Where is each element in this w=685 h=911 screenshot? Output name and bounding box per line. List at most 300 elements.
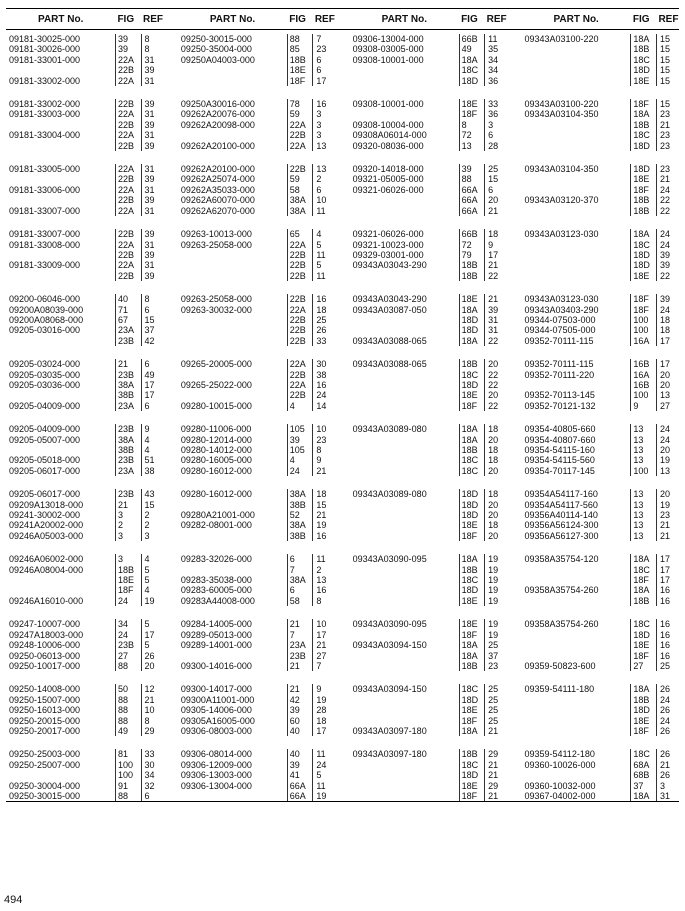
- fig-cell: 16B: [631, 359, 657, 369]
- index-body: [6, 30, 679, 802]
- part-number-cell: [178, 370, 287, 380]
- column-gap: [335, 44, 349, 54]
- part-number-cell: 09343A03123-030: [524, 229, 599, 240]
- column-gap: [507, 726, 521, 736]
- part-number-cell: [350, 630, 459, 640]
- fig-cell: 85: [287, 44, 313, 54]
- part-number-cell: [350, 575, 459, 585]
- ref-cell: 26: [313, 325, 336, 335]
- group-spacer: [6, 346, 679, 359]
- ref-cell: 24: [656, 240, 679, 250]
- ref-cell: 20: [485, 195, 508, 205]
- ref-cell: 10: [141, 705, 164, 715]
- ref-cell: 38: [141, 466, 164, 476]
- part-number-cell: [350, 65, 459, 75]
- fig-cell: 88: [115, 716, 141, 726]
- column-gap: [507, 76, 521, 86]
- ref-cell: 13: [313, 141, 336, 151]
- fig-cell: 27: [115, 651, 141, 661]
- ref-cell: 15: [656, 34, 679, 44]
- ref-cell: 13: [313, 164, 336, 174]
- ref-cell: 43: [141, 489, 164, 499]
- part-number-cell: 09200A08039-000: [9, 304, 84, 315]
- table-row: [6, 260, 679, 270]
- ref-cell: 34: [485, 65, 508, 75]
- column-gap: [507, 695, 521, 705]
- column-gap: [507, 585, 521, 595]
- part-number-cell: [178, 65, 287, 75]
- part-number-cell: 09343A03088-065: [352, 359, 427, 370]
- table-row: [6, 109, 679, 119]
- fig-cell: 22A: [287, 380, 313, 390]
- part-number-cell: 09246A05003-000: [9, 530, 84, 541]
- fig-cell: 18E: [631, 640, 657, 650]
- fig-cell: 100: [631, 466, 657, 476]
- ref-cell: 39: [141, 229, 164, 239]
- fig-cell: 22B: [115, 271, 141, 281]
- ref-cell: 23: [656, 130, 679, 140]
- fig-cell: 18B: [459, 749, 485, 759]
- part-number-cell: 09356A40114-140: [524, 510, 598, 521]
- ref-cell: 15: [141, 315, 164, 325]
- column-gap: [164, 380, 178, 390]
- part-number-cell: 09246A08004-000: [9, 564, 84, 575]
- header-fig: FIG: [115, 9, 141, 30]
- fig-cell: 68A: [631, 760, 657, 770]
- fig-cell: 18D: [459, 489, 485, 499]
- column-gap: [335, 424, 349, 434]
- ref-cell: 22: [485, 401, 508, 411]
- fig-cell: 58: [287, 185, 313, 195]
- part-number-cell: [521, 44, 630, 54]
- fig-cell: 18C: [631, 619, 657, 629]
- part-number-cell: 09241A20002-000: [9, 520, 84, 531]
- table-row: [6, 651, 679, 661]
- column-gap: [164, 781, 178, 791]
- part-number-cell: 09321-06026-000: [352, 184, 424, 195]
- part-number-cell: [350, 500, 459, 510]
- column-gap: [507, 359, 521, 369]
- part-number-cell: 09205-03016-000: [9, 325, 81, 336]
- part-number-cell: 09181-33001-000: [9, 54, 81, 65]
- fig-cell: 67: [115, 315, 141, 325]
- fig-cell: 18C: [631, 565, 657, 575]
- part-number-cell: 09367-04002-000: [521, 791, 630, 802]
- part-number-cell: [521, 575, 630, 585]
- fig-cell: 18A: [631, 554, 657, 564]
- part-number-cell: 09329-03001-000: [352, 249, 424, 260]
- ref-cell: 22: [656, 206, 679, 216]
- ref-cell: 23: [313, 435, 336, 445]
- page-number: 494: [4, 894, 23, 906]
- table-row: [6, 455, 679, 465]
- fig-cell: 18C: [459, 760, 485, 770]
- table-row: [6, 380, 679, 390]
- group-spacer: [6, 671, 679, 684]
- column-gap: [507, 250, 521, 260]
- fig-cell: 13: [631, 500, 657, 510]
- column-gap: [507, 370, 521, 380]
- table-row: [6, 294, 679, 304]
- part-number-cell: [521, 640, 630, 650]
- part-number-cell: 09354-70117-145: [524, 465, 595, 476]
- column-gap: [335, 630, 349, 640]
- ref-cell: 16: [656, 630, 679, 640]
- table-row: [6, 229, 679, 239]
- fig-cell: 22B: [115, 250, 141, 260]
- part-number-cell: [6, 585, 115, 595]
- fig-cell: 21: [115, 500, 141, 510]
- column-gap: [335, 726, 349, 736]
- fig-cell: 39: [287, 760, 313, 770]
- table-row: [6, 554, 679, 564]
- fig-cell: 22A: [287, 305, 313, 315]
- part-number-cell: 09181-33002-000: [9, 99, 81, 110]
- column-gap: [335, 174, 349, 184]
- column-gap: [507, 749, 521, 759]
- ref-cell: 20: [485, 510, 508, 520]
- part-number-cell: 09354-54115-560: [524, 455, 595, 466]
- ref-cell: 17: [656, 336, 679, 346]
- fig-cell: 38B: [287, 531, 313, 541]
- column-gap: [507, 120, 521, 130]
- fig-cell: 13: [631, 445, 657, 455]
- fig-cell: 23B: [115, 640, 141, 650]
- part-number-cell: [178, 260, 287, 270]
- column-gap: [335, 489, 349, 499]
- part-number-cell: 09280-12014-000: [180, 434, 252, 445]
- fig-cell: 22B: [287, 250, 313, 260]
- ref-cell: 22: [656, 271, 679, 281]
- ref-cell: 31: [141, 185, 164, 195]
- ref-cell: 19: [485, 575, 508, 585]
- ref-cell: 19: [485, 554, 508, 564]
- part-number-cell: [6, 120, 115, 130]
- ref-cell: 20: [485, 390, 508, 400]
- column-gap: [164, 195, 178, 205]
- column-gap: [164, 596, 178, 606]
- fig-cell: 39: [287, 705, 313, 715]
- ref-cell: 23: [313, 44, 336, 54]
- column-gap: [507, 65, 521, 75]
- column-gap: [507, 229, 521, 239]
- fig-cell: 22A: [115, 76, 141, 86]
- ref-cell: 19: [313, 520, 336, 530]
- fig-cell: 38A: [287, 195, 313, 205]
- column-gap: [335, 554, 349, 564]
- ref-cell: 33: [485, 99, 508, 109]
- ref-cell: 19: [485, 619, 508, 629]
- fig-cell: 18F: [459, 716, 485, 726]
- table-row: [6, 791, 679, 802]
- ref-cell: 24: [656, 185, 679, 195]
- part-number-cell: 09289-14001-000: [180, 640, 252, 651]
- part-number-cell: 09250-25003-000: [9, 749, 81, 760]
- ref-cell: 9: [313, 684, 336, 694]
- fig-cell: 18C: [459, 65, 485, 75]
- part-number-cell: 09343A03088-065: [352, 335, 427, 346]
- column-gap: [507, 565, 521, 575]
- part-number-cell: 09250-35004-000: [180, 44, 252, 55]
- ref-cell: 2: [141, 520, 164, 530]
- ref-cell: 31: [141, 206, 164, 216]
- column-gap: [507, 174, 521, 184]
- fig-cell: 18F: [459, 401, 485, 411]
- part-number-cell: [521, 174, 630, 184]
- header-row: [6, 9, 679, 30]
- part-number-cell: [350, 531, 459, 541]
- column-gap: [335, 164, 349, 174]
- header-part-no: PART No.: [178, 9, 287, 30]
- part-number-cell: 09356A56127-300: [524, 530, 599, 541]
- ref-cell: 20: [485, 531, 508, 541]
- ref-cell: 27: [313, 651, 336, 661]
- ref-cell: 25: [656, 661, 679, 671]
- table-row: [6, 130, 679, 140]
- ref-cell: 21: [141, 695, 164, 705]
- ref-cell: 3: [313, 120, 336, 130]
- column-gap: [164, 174, 178, 184]
- ref-cell: 8: [141, 294, 164, 304]
- fig-cell: 18F: [115, 585, 141, 595]
- part-number-cell: 09305-14006-000: [180, 705, 252, 716]
- ref-cell: 18: [485, 229, 508, 239]
- column-gap: [507, 185, 521, 195]
- ref-cell: 6: [141, 305, 164, 315]
- fig-cell: 22A: [115, 240, 141, 250]
- column-gap: [507, 435, 521, 445]
- fig-cell: 18B: [631, 695, 657, 705]
- fig-cell: 18F: [459, 109, 485, 119]
- column-gap: [335, 305, 349, 315]
- column-gap: [335, 271, 349, 281]
- part-number-cell: [6, 195, 115, 205]
- table-row: [6, 630, 679, 640]
- fig-cell: 18F: [631, 305, 657, 315]
- part-number-cell: 09181-33008-000: [9, 239, 81, 250]
- part-number-cell: [6, 336, 115, 346]
- ref-cell: 16: [656, 640, 679, 650]
- part-number-cell: [521, 76, 630, 86]
- fig-cell: 18E: [631, 76, 657, 86]
- fig-cell: 13: [631, 520, 657, 530]
- column-gap: [164, 424, 178, 434]
- part-number-cell: [350, 695, 459, 705]
- column-gap: [335, 435, 349, 445]
- ref-cell: 8: [313, 445, 336, 455]
- fig-cell: 18A: [459, 55, 485, 65]
- column-gap: [507, 164, 521, 174]
- part-number-cell: [350, 195, 459, 205]
- ref-cell: 9: [313, 455, 336, 465]
- group-spacer: [6, 86, 679, 99]
- ref-cell: 23: [485, 661, 508, 671]
- header-ref: REF: [656, 9, 679, 30]
- fig-cell: 16A: [631, 370, 657, 380]
- fig-cell: 13: [631, 435, 657, 445]
- part-number-cell: 09354-40805-660: [524, 424, 596, 435]
- column-gap: [507, 34, 521, 44]
- part-number-cell: 09343A03043-290: [352, 260, 427, 271]
- fig-cell: 18C: [631, 240, 657, 250]
- header-ref: REF: [485, 9, 508, 30]
- ref-cell: 25: [485, 640, 508, 650]
- part-number-cell: [350, 596, 459, 606]
- ref-cell: 6: [313, 65, 336, 75]
- fig-cell: 22A: [115, 164, 141, 174]
- ref-cell: 5: [141, 619, 164, 629]
- fig-cell: 18F: [631, 575, 657, 585]
- ref-cell: 21: [656, 120, 679, 130]
- part-number-cell: 09205-06017-000: [9, 489, 81, 500]
- ref-cell: 8: [141, 34, 164, 44]
- ref-cell: 24: [656, 424, 679, 434]
- fig-cell: 22A: [115, 55, 141, 65]
- part-number-cell: [350, 651, 459, 661]
- part-number-cell: 09321-05005-000: [352, 174, 424, 185]
- fig-cell: 18D: [459, 510, 485, 520]
- part-number-cell: 09205-04009-000: [9, 400, 81, 411]
- column-gap: [164, 164, 178, 174]
- column-gap: [507, 390, 521, 400]
- fig-cell: 38A: [287, 489, 313, 499]
- column-gap: [164, 55, 178, 65]
- column-gap: [507, 240, 521, 250]
- part-number-cell: [521, 705, 630, 715]
- ref-cell: 17: [656, 565, 679, 575]
- ref-cell: 35: [485, 44, 508, 54]
- ref-cell: 49: [141, 370, 164, 380]
- fig-cell: 100: [115, 760, 141, 770]
- header-ref: REF: [313, 9, 336, 30]
- column-gap: [335, 65, 349, 75]
- ref-cell: 5: [141, 640, 164, 650]
- table-row: [6, 240, 679, 250]
- column-gap: [335, 141, 349, 151]
- fig-cell: 23A: [115, 401, 141, 411]
- part-number-cell: 09359-54111-180: [524, 684, 595, 695]
- column-gap: [507, 554, 521, 564]
- part-number-cell: 09354-40807-660: [524, 434, 596, 445]
- fig-cell: 13: [631, 531, 657, 541]
- table-row: [6, 695, 679, 705]
- table-row: [6, 575, 679, 585]
- table-row: [6, 716, 679, 726]
- part-number-cell: 09343A03089-080: [352, 424, 427, 435]
- part-number-cell: [178, 791, 287, 802]
- part-number-cell: [521, 141, 630, 151]
- header-part-no: PART No.: [6, 9, 115, 30]
- fig-cell: 52: [287, 510, 313, 520]
- ref-cell: 18: [485, 455, 508, 465]
- part-number-cell: 09181-33007-000: [9, 229, 81, 240]
- fig-cell: 66B: [459, 34, 485, 44]
- part-number-cell: 09300-14017-000: [180, 684, 252, 695]
- ref-cell: 15: [656, 76, 679, 86]
- ref-cell: 19: [485, 585, 508, 595]
- table-row: [6, 250, 679, 260]
- column-gap: [335, 716, 349, 726]
- ref-cell: 26: [656, 726, 679, 736]
- part-number-cell: 09200-06046-000: [9, 294, 81, 305]
- part-number-cell: 09289-05013-000: [180, 629, 252, 640]
- column-gap: [164, 44, 178, 54]
- ref-cell: 13: [313, 575, 336, 585]
- fig-cell: 18B: [459, 661, 485, 671]
- fig-cell: 88: [115, 695, 141, 705]
- column-gap: [507, 520, 521, 530]
- ref-cell: 25: [313, 315, 336, 325]
- table-row: [6, 206, 679, 216]
- ref-cell: 16: [656, 651, 679, 661]
- group-spacer: [6, 606, 679, 619]
- column-gap: [335, 260, 349, 270]
- fig-cell: 18C: [631, 130, 657, 140]
- table-row: [6, 34, 679, 44]
- ref-cell: 12: [141, 684, 164, 694]
- fig-cell: 38A: [287, 520, 313, 530]
- column-gap: [335, 760, 349, 770]
- column-gap: [164, 770, 178, 780]
- ref-cell: 7: [313, 661, 336, 671]
- column-gap: [507, 380, 521, 390]
- fig-cell: 7: [287, 565, 313, 575]
- ref-cell: 19: [656, 500, 679, 510]
- ref-cell: 18: [485, 424, 508, 434]
- part-number-cell: 09354-54115-160: [524, 445, 595, 455]
- part-number-cell: 09343A03089-080: [352, 489, 427, 500]
- ref-cell: 19: [313, 695, 336, 705]
- fig-cell: 18F: [459, 531, 485, 541]
- part-number-cell: 09321-06026-000: [352, 229, 424, 240]
- ref-cell: 19: [313, 791, 336, 802]
- ref-cell: 2: [313, 565, 336, 575]
- ref-cell: 31: [141, 260, 164, 270]
- ref-cell: 4: [141, 445, 164, 455]
- fig-cell: 18A: [459, 305, 485, 315]
- fig-cell: 40: [287, 749, 313, 759]
- ref-cell: 39: [141, 99, 164, 109]
- column-gap: [335, 325, 349, 335]
- ref-cell: 5: [313, 240, 336, 250]
- column-gap: [164, 760, 178, 770]
- part-number-cell: 09306-08003-000: [180, 725, 252, 736]
- fig-cell: 38A: [287, 206, 313, 216]
- part-number-cell: [350, 390, 459, 400]
- part-number-cell: [521, 65, 630, 75]
- part-number-cell: [178, 130, 287, 140]
- part-number-cell: [521, 726, 630, 736]
- part-number-cell: [350, 325, 459, 335]
- fig-cell: 41: [287, 770, 313, 780]
- fig-cell: 18D: [631, 630, 657, 640]
- ref-cell: 39: [141, 141, 164, 151]
- part-number-cell: 09265-20005-000: [180, 359, 252, 370]
- part-number-cell: 09358A35754-260: [524, 619, 599, 630]
- header-part-no: PART No.: [350, 9, 459, 30]
- fig-cell: 22A: [115, 206, 141, 216]
- table-row: [6, 76, 679, 86]
- part-number-cell: 09280A21001-000: [180, 510, 255, 521]
- part-number-cell: 09352-70121-132: [524, 400, 596, 411]
- fig-cell: 38B: [115, 445, 141, 455]
- ref-cell: 2: [313, 174, 336, 184]
- fig-cell: 18C: [631, 55, 657, 65]
- fig-cell: 13: [631, 455, 657, 465]
- ref-cell: 18: [313, 489, 336, 499]
- fig-cell: 18D: [631, 705, 657, 715]
- ref-cell: 38: [313, 370, 336, 380]
